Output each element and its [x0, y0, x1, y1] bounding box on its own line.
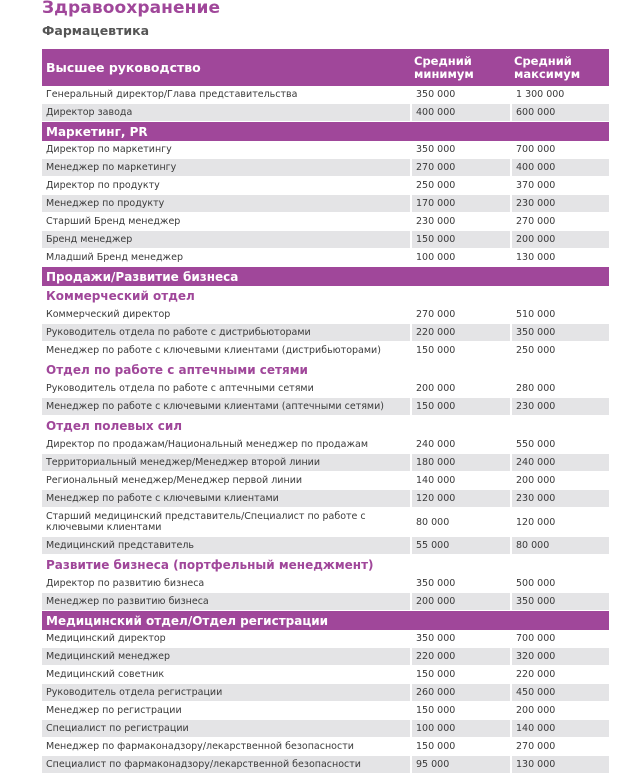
- position-name: Медицинский менеджер: [42, 648, 410, 666]
- salary-max: 140 000: [510, 720, 609, 738]
- salary-min: 100 000: [410, 720, 510, 738]
- position-name: Бренд менеджер: [42, 231, 410, 249]
- position-name: Специалист по фармаконадзору/лекарственной безопасности: [42, 756, 410, 774]
- position-name: Менеджер по регистрации: [42, 702, 410, 720]
- table-row: [42, 231, 609, 249]
- header-max: Средний максимум: [510, 49, 609, 86]
- table-row: [42, 738, 609, 756]
- table-row: [42, 380, 609, 398]
- salary-table-body: [42, 49, 609, 774]
- salary-max: 350 000: [510, 324, 609, 342]
- table-row: [42, 177, 609, 195]
- table-row: [42, 436, 609, 454]
- subsection-title: Развитие бизнеса (портфельный менеджмент): [42, 555, 609, 575]
- salary-min: 350 000: [410, 86, 510, 104]
- position-name: Старший медицинский представитель/Специалист по работе с ключевыми клиентами: [42, 508, 410, 537]
- salary-max: 250 000: [510, 342, 609, 360]
- salary-max: 350 000: [510, 593, 609, 611]
- table-row: [42, 537, 609, 555]
- position-name: Генеральный директор/Глава представительства: [42, 86, 410, 104]
- position-name: Менеджер по маркетингу: [42, 159, 410, 177]
- salary-max: 500 000: [510, 575, 609, 593]
- position-name: Коммерческий директор: [42, 306, 410, 324]
- salary-min: 150 000: [410, 702, 510, 720]
- position-name: Территориальный менеджер/Менеджер второй линии: [42, 454, 410, 472]
- position-name: Старший Бренд менеджер: [42, 213, 410, 231]
- subsection-title: Отдел по работе с аптечными сетями: [42, 360, 609, 380]
- position-name: Менеджер по фармаконадзору/лекарственной безопасности: [42, 738, 410, 756]
- salary-max: 270 000: [510, 213, 609, 231]
- salary-min: 150 000: [410, 666, 510, 684]
- salary-min: 350 000: [410, 575, 510, 593]
- salary-min: 240 000: [410, 436, 510, 454]
- position-name: Менеджер по продукту: [42, 195, 410, 213]
- table-row: [42, 249, 609, 267]
- table-row: [42, 104, 609, 122]
- position-name: Медицинский представитель: [42, 537, 410, 555]
- position-name: Менеджер по работе с ключевыми клиентами (аптечными сетями): [42, 398, 410, 416]
- table-row: [42, 342, 609, 360]
- section-header-row: [42, 611, 609, 630]
- salary-min: 150 000: [410, 398, 510, 416]
- table-row: [42, 666, 609, 684]
- subsection-title: Коммерческий отдел: [42, 286, 609, 306]
- table-row: [42, 141, 609, 159]
- position-name: Директор по продажам/Национальный менеджер по продажам: [42, 436, 410, 454]
- salary-min: 140 000: [410, 472, 510, 490]
- subsection-header-row: [42, 286, 609, 306]
- position-name: Директор по развитию бизнеса: [42, 575, 410, 593]
- position-name: Менеджер по работе с ключевыми клиентами: [42, 490, 410, 508]
- salary-min: 180 000: [410, 454, 510, 472]
- table-row: [42, 684, 609, 702]
- salary-max: 510 000: [510, 306, 609, 324]
- salary-min: 270 000: [410, 159, 510, 177]
- salary-min: 260 000: [410, 684, 510, 702]
- page-title: Здравоохранение: [42, 0, 221, 18]
- salary-min: 350 000: [410, 141, 510, 159]
- table-row: [42, 630, 609, 648]
- section-title: Маркетинг, PR: [42, 122, 609, 141]
- header-category: Высшее руководство: [42, 49, 410, 86]
- salary-max: 230 000: [510, 490, 609, 508]
- table-row: [42, 756, 609, 774]
- salary-min: 55 000: [410, 537, 510, 555]
- salary-max: 230 000: [510, 195, 609, 213]
- table-header-row: [42, 49, 609, 86]
- salary-max: 320 000: [510, 648, 609, 666]
- salary-max: 550 000: [510, 436, 609, 454]
- position-name: Медицинский директор: [42, 630, 410, 648]
- position-name: Директор завода: [42, 104, 410, 122]
- table-row: [42, 454, 609, 472]
- salary-max: 700 000: [510, 630, 609, 648]
- salary-min: 200 000: [410, 380, 510, 398]
- salary-table: [42, 49, 609, 774]
- table-row: [42, 159, 609, 177]
- salary-min: 150 000: [410, 738, 510, 756]
- salary-min: 80 000: [410, 508, 510, 537]
- salary-min: 170 000: [410, 195, 510, 213]
- header-min: Средний минимум: [410, 49, 510, 86]
- position-name: Медицинский советник: [42, 666, 410, 684]
- section-title: Продажи/Развитие бизнеса: [42, 267, 609, 286]
- salary-max: 240 000: [510, 454, 609, 472]
- subsection-header-row: [42, 360, 609, 380]
- salary-max: 270 000: [510, 738, 609, 756]
- salary-max: 200 000: [510, 472, 609, 490]
- position-name: Руководитель отдела регистрации: [42, 684, 410, 702]
- table-row: [42, 702, 609, 720]
- table-row: [42, 86, 609, 104]
- table-row: [42, 490, 609, 508]
- salary-min: 230 000: [410, 213, 510, 231]
- salary-max: 130 000: [510, 756, 609, 774]
- page-subtitle: Фармацевтика: [42, 23, 150, 38]
- salary-min: 95 000: [410, 756, 510, 774]
- salary-max: 80 000: [510, 537, 609, 555]
- salary-max: 1 300 000: [510, 86, 609, 104]
- subsection-header-row: [42, 555, 609, 575]
- position-name: Менеджер по работе с ключевыми клиентами (дистрибьюторами): [42, 342, 410, 360]
- position-name: Младший Бренд менеджер: [42, 249, 410, 267]
- salary-max: 230 000: [510, 398, 609, 416]
- table-row: [42, 720, 609, 738]
- salary-min: 200 000: [410, 593, 510, 611]
- position-name: Региональный менеджер/Менеджер первой линии: [42, 472, 410, 490]
- salary-max: 700 000: [510, 141, 609, 159]
- table-row: [42, 398, 609, 416]
- salary-max: 200 000: [510, 702, 609, 720]
- salary-max: 120 000: [510, 508, 609, 537]
- table-row: [42, 648, 609, 666]
- salary-max: 130 000: [510, 249, 609, 267]
- section-header-row: [42, 122, 609, 141]
- subsection-header-row: [42, 416, 609, 436]
- salary-min: 250 000: [410, 177, 510, 195]
- subsection-title: Отдел полевых сил: [42, 416, 609, 436]
- position-name: Руководитель отдела по работе с дистрибьюторами: [42, 324, 410, 342]
- salary-max: 600 000: [510, 104, 609, 122]
- position-name: Специалист по регистрации: [42, 720, 410, 738]
- table-row: [42, 472, 609, 490]
- position-name: Директор по маркетингу: [42, 141, 410, 159]
- table-row: [42, 575, 609, 593]
- salary-max: 370 000: [510, 177, 609, 195]
- salary-max: 200 000: [510, 231, 609, 249]
- table-row: [42, 195, 609, 213]
- salary-min: 150 000: [410, 342, 510, 360]
- table-row: [42, 306, 609, 324]
- position-name: Директор по продукту: [42, 177, 410, 195]
- salary-max: 220 000: [510, 666, 609, 684]
- salary-min: 270 000: [410, 306, 510, 324]
- section-header-row: [42, 267, 609, 286]
- salary-max: 450 000: [510, 684, 609, 702]
- position-name: Руководитель отдела по работе с аптечными сетями: [42, 380, 410, 398]
- salary-min: 400 000: [410, 104, 510, 122]
- salary-min: 120 000: [410, 490, 510, 508]
- salary-min: 220 000: [410, 324, 510, 342]
- position-name: Менеджер по развитию бизнеса: [42, 593, 410, 611]
- salary-max: 400 000: [510, 159, 609, 177]
- salary-min: 350 000: [410, 630, 510, 648]
- salary-min: 100 000: [410, 249, 510, 267]
- salary-min: 150 000: [410, 231, 510, 249]
- salary-min: 220 000: [410, 648, 510, 666]
- table-row: [42, 213, 609, 231]
- table-row: [42, 324, 609, 342]
- table-row: [42, 508, 609, 537]
- section-title: Медицинский отдел/Отдел регистрации: [42, 611, 609, 630]
- salary-max: 280 000: [510, 380, 609, 398]
- table-row: [42, 593, 609, 611]
